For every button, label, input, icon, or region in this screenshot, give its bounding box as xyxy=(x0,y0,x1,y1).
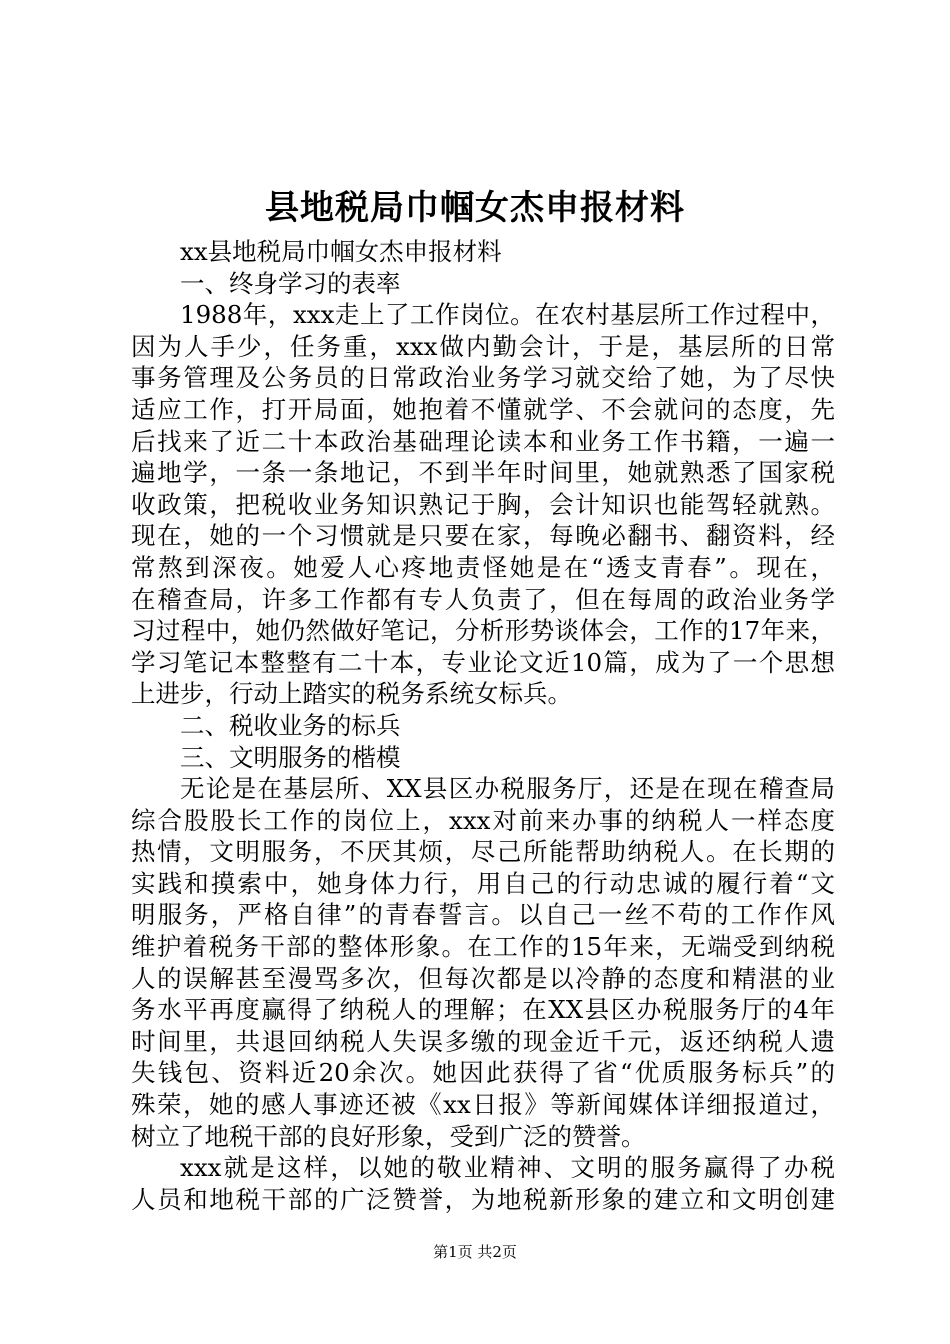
text-line: 人员和地税干部的广泛赞誉，为地税新形象的建立和文明创建 xyxy=(131,1184,835,1214)
text-line: 上进步，行动上踏实的税务系统女标兵。 xyxy=(131,679,572,709)
text-line: 无论是在基层所、XX县区办税服务厅，还是在现在稽查局 xyxy=(180,774,835,804)
text-line: 三、文明服务的楷模 xyxy=(180,742,401,772)
text-line: 收政策，把税收业务知识熟记于胸，会计知识也能驾轻就熟。 xyxy=(131,489,835,519)
text-line: 习过程中，她仍然做好笔记，分析形势谈体会，工作的17年来， xyxy=(131,616,835,646)
text-line: 明服务，严格自律”的青春誓言。以自己一丝不苟的工作作风 xyxy=(131,900,835,930)
text-line: 因为人手少，任务重，xxx做内勤会计，于是，基层所的日常 xyxy=(131,331,835,361)
text-line: 人的误解甚至漫骂多次，但每次都是以冷静的态度和精湛的业 xyxy=(131,963,835,993)
text-line: 热情，文明服务，不厌其烦，尽己所能帮助纳税人。在长期的 xyxy=(131,837,835,867)
text-line: 树立了地税干部的良好形象，受到广泛的赞誉。 xyxy=(131,1121,646,1151)
text-line: 综合股股长工作的岗位上，xxx对前来办事的纳税人一样态度 xyxy=(131,805,835,835)
text-line: 一、终身学习的表率 xyxy=(180,268,401,298)
text-line: 现在，她的一个习惯就是只要在家，每晚必翻书、翻资料，经 xyxy=(131,521,835,551)
text-line: xxx就是这样，以她的敬业精神、文明的服务赢得了办税 xyxy=(180,1153,835,1183)
text-line: 适应工作，打开局面，她抱着不懂就学、不会就问的态度，先 xyxy=(131,394,835,424)
page-title: 县地税局巾帼女杰申报材料 xyxy=(265,188,685,228)
text-line: 务水平再度赢得了纳税人的理解；在XX县区办税服务厅的4年 xyxy=(131,995,835,1025)
text-line: 二、税收业务的标兵 xyxy=(180,710,401,740)
text-line: 后找来了近二十本政治基础理论读本和业务工作书籍，一遍一 xyxy=(131,426,835,456)
text-line: 遍地学，一条一条地记，不到半年时间里，她就熟悉了国家税 xyxy=(131,458,835,488)
text-line: 殊荣，她的感人事迹还被《xx日报》等新闻媒体详细报道过， xyxy=(131,1090,835,1120)
document-body xyxy=(131,236,835,1215)
text-line: 失钱包、资料近20余次。她因此获得了省“优质服务标兵”的 xyxy=(131,1058,835,1088)
text-line: 事务管理及公务员的日常政治业务学习就交给了她，为了尽快 xyxy=(131,363,835,393)
text-line: 常熬到深夜。她爱人心疼地责怪她是在“透支青春”。现在， xyxy=(131,552,835,582)
page-number: 第1页 共2页 xyxy=(433,1243,517,1261)
text-line: 在稽查局，许多工作都有专人负责了，但在每周的政治业务学 xyxy=(131,584,835,614)
text-line: 时间里，共退回纳税人失误多缴的现金近千元，返还纳税人遗 xyxy=(131,1026,835,1056)
text-line: 1988年，xxx走上了工作岗位。在农村基层所工作过程中， xyxy=(180,300,835,330)
text-line: xx县地税局巾帼女杰申报材料 xyxy=(180,237,502,266)
text-line: 维护着税务干部的整体形象。在工作的15年来，无端受到纳税 xyxy=(131,932,835,962)
text-line: 实践和摸索中，她身体力行，用自己的行动忠诚的履行着“文 xyxy=(131,868,835,898)
text-line: 学习笔记本整整有二十本，专业论文近10篇，成为了一个思想 xyxy=(131,647,835,677)
